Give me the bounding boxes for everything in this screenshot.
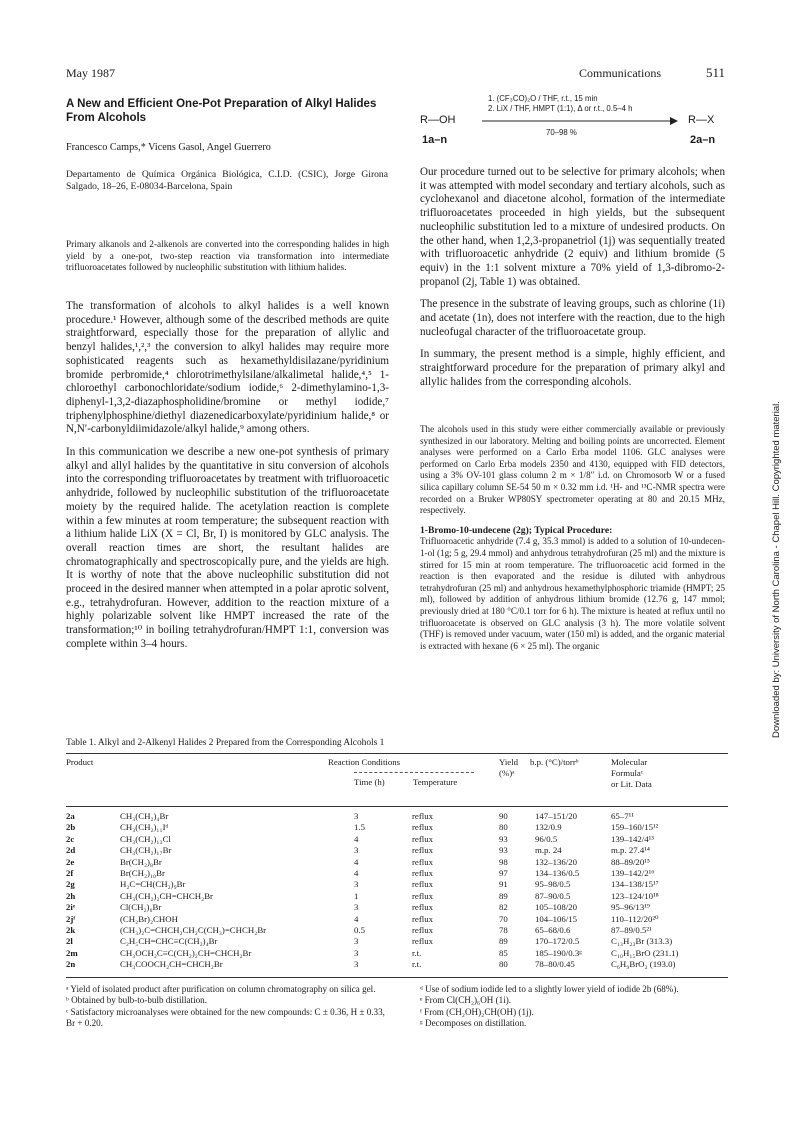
reaction-temperature: r.t. <box>412 947 422 958</box>
reaction-time: 3 <box>354 845 359 856</box>
reaction-temperature: reflux <box>412 913 434 924</box>
product: R—X <box>688 114 715 126</box>
affiliation: Departamento de Química Orgánica Biológica, C.I.D. (CSIC), Jorge Girona Salgado, 18–26, E-08034-Barcelona, Spain <box>66 169 388 193</box>
product-formula: CH₃COOCH₂CH=CHCH₂Br <box>120 959 223 970</box>
product-formula: CH₃OCH₂C≡C(CH₂)₂CH=CHCH₂Br <box>120 947 252 958</box>
boiling-point: 105–108/20 <box>535 902 578 913</box>
product-id: 2b <box>66 822 76 833</box>
reaction-time: 3 <box>354 879 359 890</box>
product-id: 2m <box>66 947 78 958</box>
col-formula-line1: Molecular <box>611 757 648 767</box>
product-label: 2a–n <box>690 134 716 146</box>
yield-range: 70–98 % <box>546 128 577 137</box>
footnotes-right <box>420 984 725 1030</box>
reaction-temperature: reflux <box>412 833 434 844</box>
reaction-temperature: reflux <box>412 890 434 901</box>
product-id: 2k <box>66 924 76 935</box>
footnote-c: ᶜ Satisfactory microanalyses were obtained for the new compounds: C ± 0.36, H ± 0.33, Br + 0.20. <box>66 1006 385 1029</box>
footnote-e: ᵉ From Cl(CH₂)₆OH (1i). <box>420 995 512 1006</box>
reaction-time: 4 <box>354 913 359 924</box>
product-id: 2l <box>66 936 73 947</box>
boiling-point: 95–98/0.5 <box>535 879 571 890</box>
reaction-arrow <box>482 116 678 126</box>
table-body <box>66 811 728 970</box>
table-row <box>66 822 728 833</box>
reaction-time: 4 <box>354 833 359 844</box>
reactant-label: 1a–n <box>422 134 448 146</box>
table-header <box>66 757 728 805</box>
boiling-point: 132/0.9 <box>535 822 562 833</box>
table-row <box>66 868 728 879</box>
authors: Francesco Camps,* Vicens Gasol, Angel Guerrero <box>66 142 271 153</box>
reaction-time: 3 <box>354 936 359 947</box>
table-row <box>66 811 728 822</box>
reaction-time: 3 <box>354 947 359 958</box>
product-formula: CH₃(CH₂)₁₇Br <box>120 845 172 856</box>
formula-or-lit: 134–138/15¹⁷ <box>611 879 659 890</box>
reaction-scheme <box>420 90 720 162</box>
table-row <box>66 891 728 902</box>
reaction-temperature: reflux <box>412 845 434 856</box>
boiling-point: m.p. 24 <box>535 845 562 856</box>
col-yield: Yield (%)ᵃ <box>499 757 519 778</box>
reaction-temperature: reflux <box>412 936 434 947</box>
product-id: 2d <box>66 845 76 856</box>
table-caption: Table 1. Alkyl and 2-Alkenyl Halides 2 Prepared from the Corresponding Alcohols 1 <box>66 738 385 748</box>
table-head-rule <box>66 806 728 807</box>
formula-or-lit: 95–96/13¹⁹ <box>611 902 650 913</box>
conditions <box>488 94 632 113</box>
formula-or-lit: 139–142/2¹⁶ <box>611 867 655 878</box>
formula-or-lit: C₁₃H₂₃Br (313.3) <box>611 936 673 947</box>
col-product: Product <box>66 757 94 767</box>
reaction-time: 3 <box>354 902 359 913</box>
table-row <box>66 879 728 890</box>
yield-value: 80 <box>499 822 508 833</box>
reaction-temperature: reflux <box>412 924 434 935</box>
article-title: A New and Efficient One-Pot Preparation of Alkyl Halides From Alcohols <box>66 98 377 124</box>
boiling-point: 104–106/15 <box>535 913 578 924</box>
boiling-point: 96/0.5 <box>535 833 558 844</box>
experimental-intro: The alcohols used in this study were either commercially available or previously synthesized in our laboratory. Melting and boiling points are uncorrected. Element analyses were performed on a Carlo Erba model 1106. GLC analyses were performed on Carlo Erba models 2350 and 4130, equipped with FID detectors, using a 3% OV-101 glass column 2 m × 1/8″ i.d. on Chromosorb W or a fused silica capillary column SE-54 50 m × 0.32 mm i.d. ¹H- and ¹³C-NMR spectra were recorded on a Bruker WP80SY spectrometer operating at 80 and 20.15 MHz, respectively. <box>420 424 725 516</box>
product-id: 2iᵉ <box>66 902 76 913</box>
yield-value: 80 <box>499 959 508 970</box>
formula-or-lit: m.p. 27.4¹⁴ <box>611 845 650 856</box>
table-row <box>66 857 728 868</box>
yield-value: 93 <box>499 845 508 856</box>
procedure-text: Trifluoroacetic anhydride (7.4 g, 35.3 mmol) is added to a solution of 10-undecen-1-ol (1g; 5 g, 29.4 mmol) and anhydrous tetrahydrofuran (25 ml) and the mixture is stirred for 15 min at room temperature. The trifluoroacetic acid formed in the reaction is then evaporated and the residue is diluted with anhydrous tetrahydrofuran (25 ml) and anhydrous hexamethylphosphoric triamide (HMPT; 25 ml), followed by addition of anhydrous lithium bromide (12.76 g, 147 mmol; previously dried at 180 °C/0.1 torr for 6 h). The mixture is heated at reflux until no trifluoroacetate is observed on GLC analysis (3 h). The more volatile solvent (THF) is removed under vacuum, water (150 ml) is added, and the organic material is extracted with hexane (6 × 25 ml). The organic <box>420 536 725 651</box>
reactant: R—OH <box>420 114 456 126</box>
footnote-a: ᵃ Yield of isolated product after purification on column chromatography on silica gel. <box>66 984 376 994</box>
boiling-point: 87–90/0.5 <box>535 890 571 901</box>
product-formula: (CH₃)₂C=CHCH₂CH₂C(CH₃)=CHCH₂Br <box>120 924 267 935</box>
yield-value: 82 <box>499 902 508 913</box>
reaction-time: 0.5 <box>354 924 365 935</box>
boiling-point: 134–136/0.5 <box>535 867 580 878</box>
reaction-time: 3 <box>354 959 359 970</box>
left-column-body <box>66 300 389 661</box>
method-paragraph: In this communication we describe a new one-pot synthesis of primary alkyl and allyl halides by the quantitative in situ conversion of alcohols into the corresponding trifluoroacetates by treatment with trifluoroacetic anhydride, followed by nucleophilic substitution of the trifluoroacetate moiety by the required halide. The acetylation reaction is complete within a few minutes at room temperature; the subsequent reaction with a lithium halide LiX (X = Cl, Br, I) is monitored by GLC analysis. The overall reaction times are short, the resultant halides are chromatographically and spectroscopically pure, and the yields are high. It is worthy of note that the above nucleophilic substitution did not proceed in the desired manner when attempted in a polar aprotic solvent, e.g., tetrahydrofuran. However, addition to the reaction mixture of a highly polarizable solvent like HMPT increased the rate of the transformation;¹⁰ in boiling tetrahydrofuran/HMPT 1:1, conversion was complete within 3–4 hours. <box>66 446 389 650</box>
reaction-temperature: reflux <box>412 879 434 890</box>
formula-or-lit: 123–124/10¹⁸ <box>611 890 659 901</box>
table-row <box>66 925 728 936</box>
reaction-time: 4 <box>354 856 359 867</box>
footnote-g: ᵍ Decomposes on distillation. <box>420 1018 527 1029</box>
product-formula: Cl(CH₂)₆Br <box>120 902 162 913</box>
boiling-point: 132–136/20 <box>535 856 578 867</box>
product-id: 2a <box>66 811 75 821</box>
reaction-temperature: reflux <box>412 867 434 878</box>
product-formula: C₂H₅CH=CHC≡C(CH₂)₄Br <box>120 936 218 947</box>
footnote-f: ᶠ From (CH₂OH)₂CH(OH) (1j). <box>420 1006 534 1017</box>
formula-or-lit: 87–89/0.5²¹ <box>611 924 652 935</box>
yield-value: 70 <box>499 913 508 924</box>
formula-or-lit: 65–7¹¹ <box>611 811 634 821</box>
product-id: 2e <box>66 856 75 867</box>
footnote-d: ᵈ Use of sodium iodide led to a slightly lower yield of iodide 2b (68%). <box>420 984 679 994</box>
boiling-point: 185–190/0.3ᵍ <box>535 947 582 958</box>
table-row <box>66 845 728 856</box>
yield-value: 90 <box>499 811 508 821</box>
product-formula: H₂C=CH(CH₂)₉Br <box>120 879 186 890</box>
boiling-point: 147–151/20 <box>535 811 578 821</box>
boiling-point: 65–68/0.6 <box>535 924 571 935</box>
product-id: 2n <box>66 959 76 970</box>
reaction-time: 3 <box>354 811 359 821</box>
table-top-rule <box>66 753 728 754</box>
summary-paragraph: In summary, the present method is a simple, highly efficient, and straightforward procedure for the preparation of primary alkyl and allylic halides from the corresponding alcohols. <box>420 348 725 388</box>
product-formula: (CH₂Br)₂CHOH <box>120 913 178 924</box>
product-id: 2jᶠ <box>66 913 76 924</box>
table-row <box>66 914 728 925</box>
footnote-b: ᵇ Obtained by bulb-to-bulb distillation. <box>66 995 207 1006</box>
col-conditions: Reaction Conditions <box>328 757 401 767</box>
experimental-section <box>420 424 725 652</box>
reaction-time: 4 <box>354 867 359 878</box>
table-bottom-rule <box>66 977 728 978</box>
reaction-time: 1 <box>354 890 359 901</box>
table-row <box>66 902 728 913</box>
yield-value: 89 <box>499 890 508 901</box>
formula-or-lit: 110–112/20²⁰ <box>611 913 659 924</box>
product-formula: Br(CH₂)₈Br <box>120 856 162 867</box>
footnotes-left <box>66 984 391 1030</box>
reaction-time: 1.5 <box>354 822 365 833</box>
reaction-temperature: reflux <box>412 856 434 867</box>
yield-value: 78 <box>499 924 508 935</box>
product-id: 2h <box>66 890 76 901</box>
header-date: May 1987 <box>66 66 115 80</box>
table-row <box>66 948 728 959</box>
header-section: Communications <box>579 66 661 80</box>
reaction-temperature: reflux <box>412 822 434 833</box>
table-row <box>66 959 728 970</box>
yield-value: 97 <box>499 867 508 878</box>
boiling-point: 170–172/0.5 <box>535 936 580 947</box>
condition-2: 2. LiX / THF, HMPT (1:1), Δ or r.t., 0.5–4 h <box>488 103 633 113</box>
reaction-temperature: reflux <box>412 811 434 821</box>
product-formula: CH₃(CH₂)₂CH=CHCH₂Br <box>120 890 213 901</box>
product-id: 2c <box>66 833 75 844</box>
col-formula-line3: or Lit. Data <box>611 779 652 789</box>
selectivity-paragraph: Our procedure turned out to be selective for primary alcohols; when it was attempted with model secondary and tertiary alcohols, such as cyclohexanol and diacetone alcohol, formation of the intermediate trifluoroacetates proceeded in high yields, but the subsequent nucleophilic substitution led to a mixture of undesired products. On the other hand, when 1,2,3-propanetriol (1j) was sequentially treated with trifluoroacetic anhydride (2 equiv) and lithium bromide (5 equiv) in the 1:1 solvent mixture a 70% yield of 1,3-dibromo-2-propanol (2j, Table 1) was obtained. <box>420 166 725 288</box>
table-row <box>66 936 728 947</box>
yield-value: 98 <box>499 856 508 867</box>
conditions-rule <box>354 772 474 773</box>
table-row <box>66 834 728 845</box>
product-formula: CH₃(CH₂)₄Br <box>120 811 169 821</box>
product-formula: CH₃(CH₂)₁₃Cl <box>120 833 171 844</box>
formula-or-lit: 88–89/20¹⁵ <box>611 856 650 867</box>
reaction-temperature: reflux <box>412 902 434 913</box>
yield-value: 85 <box>499 947 508 958</box>
download-notice: Downloaded by: University of North Carolina - Chapel Hill. Copyrighted material. <box>771 401 782 738</box>
condition-1: 1. (CF₃CO)₂O / THF, r.t., 15 min <box>488 94 598 103</box>
product-formula: CH₃(CH₂)₁₁Iᵈ <box>120 822 169 833</box>
product-formula: Br(CH₂)₁₀Br <box>120 867 165 878</box>
page-number: 511 <box>706 65 726 80</box>
yield-value: 91 <box>499 879 508 890</box>
leaving-groups-paragraph: The presence in the substrate of leaving groups, such as chlorine (1i) and acetate (1n), does not interfere with the reaction, due to the high nucleofugal character of the trifluoroacetate group. <box>420 298 725 338</box>
formula-or-lit: 139–142/4¹³ <box>611 833 654 844</box>
col-bp: b.p. (°C)/torrᵇ <box>530 757 579 767</box>
procedure-heading: 1-Bromo-10-undecene (2g); Typical Procedure: <box>420 524 613 536</box>
formula-or-lit: C₆H₉BrO₂ (193.0) <box>611 959 676 970</box>
abstract: Primary alkanols and 2-alkenols are converted into the corresponding halides in high yield by a one-pot, two-step reaction via transformation into intermediate trifluoroacetates followed by nucleophilic substitution with lithium halides. <box>66 240 389 274</box>
formula-or-lit: C₁₀H₁₅BrO (231.1) <box>611 947 679 958</box>
reaction-temperature: r.t. <box>412 959 422 970</box>
col-time: Time (h) <box>354 777 385 787</box>
intro-paragraph: The transformation of alcohols to alkyl halides is a well known procedure.¹ However, although some of the described methods are quite straightforward, especially those for the preparation of allylic and benzyl halides,¹,²,³ the conversion to alkyl halides may require more sophisticated reagents such as hexamethyldisilazane/pyridinium bromide perbromide,⁴ chlorotrimethylsilane/alkalimetal halide,⁴,⁵ 1-chloroethyl carbonochloridate/sodium iodide,⁶ 2-dimethylamino-1,3-diphenyl-1,3,2-diazaphospholidine/bromine or methyl iodide,⁷ triphenylphosphine/diethyl diazenedicarboxylate/pyridinium halide,⁸ or N,N′-carbonyldiimidazole/alkyl halide,⁹ among others. <box>66 300 389 436</box>
yield-value: 89 <box>499 936 508 947</box>
col-formula-line2: Formulaᶜ <box>611 768 644 778</box>
yield-value: 93 <box>499 833 508 844</box>
right-column-body <box>420 166 725 399</box>
product-id: 2g <box>66 879 75 890</box>
col-formula <box>611 757 652 790</box>
product-id: 2f <box>66 867 74 878</box>
boiling-point: 78–80/0.45 <box>535 959 575 970</box>
table-rows <box>66 811 728 970</box>
col-temperature: Temperature <box>413 777 458 787</box>
formula-or-lit: 159–160/15¹² <box>611 822 659 833</box>
